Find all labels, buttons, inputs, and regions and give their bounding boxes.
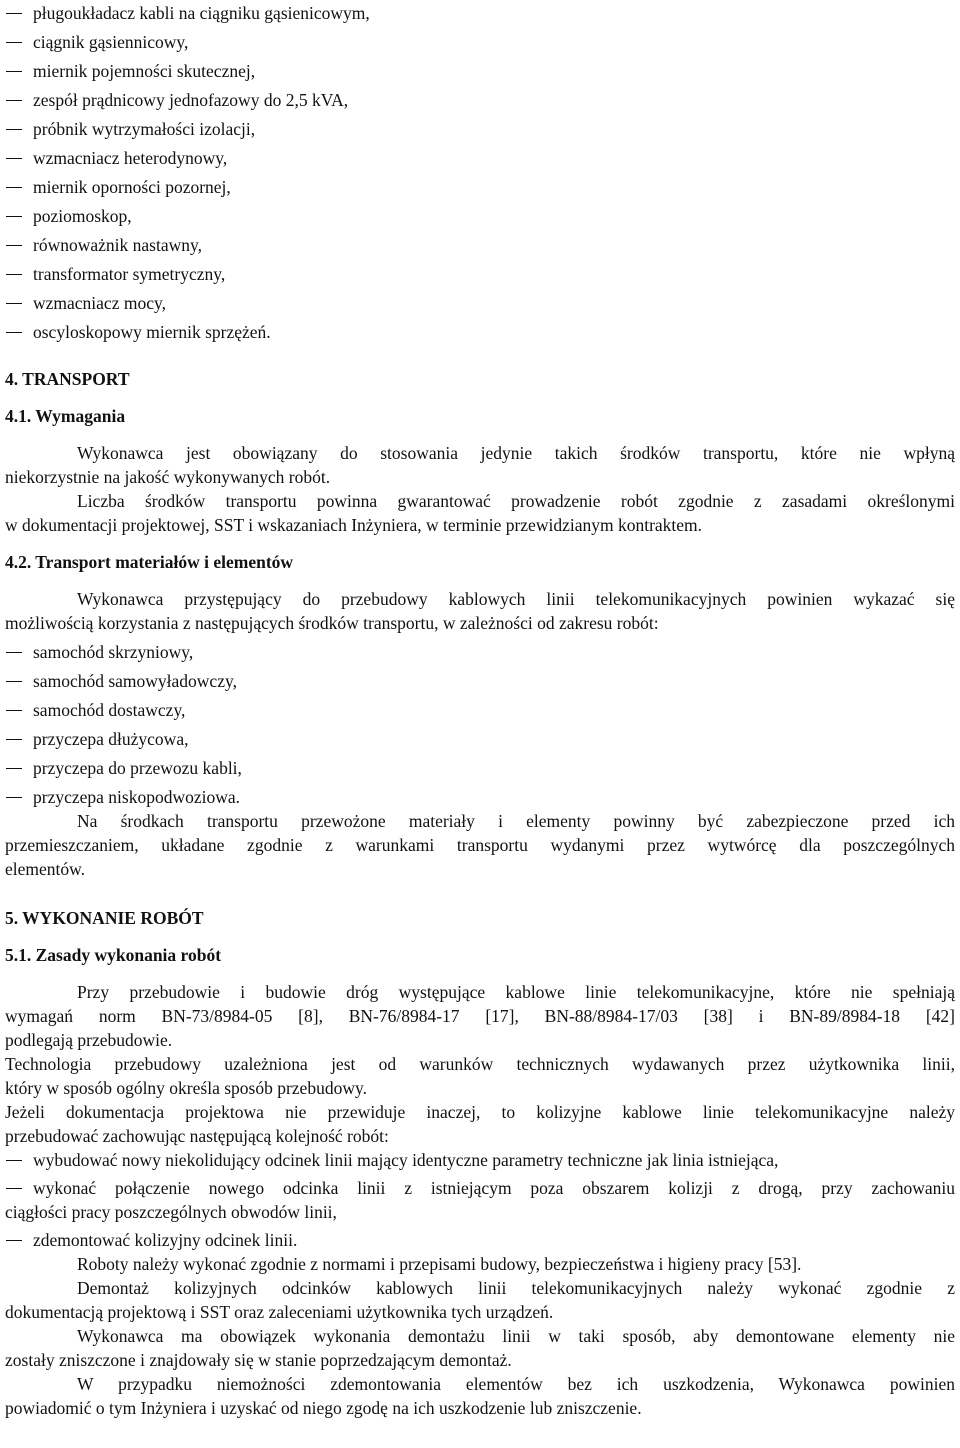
list-item: transformator symetryczny, <box>33 264 226 284</box>
list-item: samochód skrzyniowy, <box>33 642 194 662</box>
paragraph-line: W przypadku niemożności zdemontowania elementów bez ich uszkodzenia, Wykonawca powinien <box>77 1374 955 1394</box>
list-dash <box>6 100 22 101</box>
list-item: poziomoskop, <box>33 206 132 226</box>
paragraph-line: ciągłości pracy poszczególnych obwodów linii, <box>5 1202 337 1222</box>
list-dash <box>6 13 22 14</box>
list-dash <box>6 71 22 72</box>
paragraph-line: Przy przebudowie i budowie dróg występujące kablowe linie telekomunikacyjne, które nie spełniają <box>77 982 955 1002</box>
paragraph-line: elementów. <box>5 859 86 879</box>
paragraph-line: w dokumentacji projektowej, SST i wskazaniach Inżyniera, w terminie przewidzianym kontraktem. <box>5 515 703 535</box>
list-item: wzmacniacz mocy, <box>33 293 166 313</box>
list-item: próbnik wytrzymałości izolacji, <box>33 119 256 139</box>
list-dash <box>6 187 22 188</box>
list-dash <box>6 303 22 304</box>
paragraph-line: Wykonawca ma obowiązek wykonania demontażu linii w taki sposób, aby demontowane elementy nie <box>77 1326 955 1346</box>
paragraph-line: dokumentacją projektową i SST oraz zaleceniami użytkownika tych urządzeń. <box>5 1302 554 1322</box>
paragraph-line: możliwością korzystania z następujących środków transportu, w zależności od zakresu robót: <box>5 613 659 633</box>
paragraph-line: Roboty należy wykonać zgodnie z normami i przepisami budowy, bezpieczeństwa i higieny pracy [53]. <box>77 1254 802 1274</box>
list-item: zespół prądnicowy jednofazowy do 2,5 kVA, <box>33 90 349 110</box>
paragraph-line: przebudować zachowując następującą kolejność robót: <box>5 1126 389 1146</box>
list-dash <box>6 1188 22 1189</box>
section-heading: 5. WYKONANIE ROBÓT <box>5 908 204 928</box>
list-item: ciągnik gąsiennicowy, <box>33 32 189 52</box>
paragraph-line: Wykonawca przystępujący do przebudowy kablowych linii telekomunikacyjnych powinien wykazać się <box>77 589 955 609</box>
paragraph-line: przemieszczaniem, układane zgodnie z warunkami transportu wydanymi przez wytwórcę dla poszczególnych <box>5 835 955 855</box>
list-dash <box>6 1160 22 1161</box>
list-dash <box>6 274 22 275</box>
paragraph-line: podlegają przebudowie. <box>5 1030 173 1050</box>
list-item: zdemontować kolizyjny odcinek linii. <box>33 1230 298 1250</box>
paragraph-line: Technologia przebudowy uzależniona jest od warunków technicznych wydawanych przez użytkownika linii, <box>5 1054 955 1074</box>
list-item: miernik oporności pozornej, <box>33 177 231 197</box>
list-dash <box>6 1240 22 1241</box>
list-item: wybudować nowy niekolidujący odcinek linii mający identyczne parametry techniczne jak linia istniejąca, <box>33 1150 779 1170</box>
subsection-heading: 4.1. Wymagania <box>5 406 126 426</box>
list-item: wykonać połączenie nowego odcinka linii z istniejącym poza obszarem kolizji z drogą, przy zachowaniu <box>33 1178 955 1198</box>
list-item: przyczepa dłużycowa, <box>33 729 189 749</box>
list-dash <box>6 710 22 711</box>
list-item: miernik pojemności skutecznej, <box>33 61 256 81</box>
list-item: pługoukładacz kabli na ciągniku gąsienicowym, <box>33 3 370 23</box>
subsection-heading: 4.2. Transport materiałów i elementów <box>5 552 294 572</box>
list-dash <box>6 739 22 740</box>
list-item: przyczepa do przewozu kabli, <box>33 758 242 778</box>
paragraph-line: Demontaż kolizyjnych odcinków kablowych linii telekomunikacyjnych należy wykonać zgodnie z <box>77 1278 955 1298</box>
subsection-heading: 5.1. Zasady wykonania robót <box>5 945 222 965</box>
paragraph-line: Na środkach transportu przewożone materiały i elementy powinny być zabezpieczone przed ich <box>77 811 955 831</box>
section-heading: 4. TRANSPORT <box>5 369 130 389</box>
paragraph-line: który w sposób ogólny określa sposób przebudowy. <box>5 1078 367 1098</box>
paragraph-line: zostały zniszczone i znajdowały się w stanie poprzedzającym demontaż. <box>5 1350 512 1370</box>
list-dash <box>6 332 22 333</box>
paragraph-line: Liczba środków transportu powinna gwarantować prowadzenie robót zgodnie z zasadami określonymi <box>77 491 955 511</box>
paragraph-line: niekorzystnie na jakość wykonywanych robót. <box>5 467 331 487</box>
paragraph-line: Wykonawca jest obowiązany do stosowania jedynie takich środków transportu, które nie wpłyną <box>77 443 955 463</box>
list-item: samochód dostawczy, <box>33 700 186 720</box>
list-dash <box>6 158 22 159</box>
list-dash <box>6 797 22 798</box>
paragraph-line: Jeżeli dokumentacja projektowa nie przewiduje inaczej, to kolizyjne kablowe linie telekomunikacyjne należy <box>5 1102 955 1122</box>
list-dash <box>6 652 22 653</box>
list-item: równoważnik nastawny, <box>33 235 202 255</box>
list-item: samochód samowyładowczy, <box>33 671 237 691</box>
paragraph-line: wymagań norm BN-73/8984-05 [8], BN-76/8984-17 [17], BN-88/8984-17/03 [38] i BN-89/8984-18 [42] <box>5 1006 955 1026</box>
list-item: oscyloskopowy miernik sprzężeń. <box>33 322 271 342</box>
list-item: przyczepa niskopodwoziowa. <box>33 787 241 807</box>
list-dash <box>6 216 22 217</box>
list-dash <box>6 768 22 769</box>
list-dash <box>6 42 22 43</box>
list-dash <box>6 129 22 130</box>
paragraph-line: powiadomić o tym Inżyniera i uzyskać od niego zgodę na ich uszkodzenie lub zniszczenie. <box>5 1398 642 1418</box>
list-dash <box>6 681 22 682</box>
list-dash <box>6 245 22 246</box>
list-item: wzmacniacz heterodynowy, <box>33 148 228 168</box>
